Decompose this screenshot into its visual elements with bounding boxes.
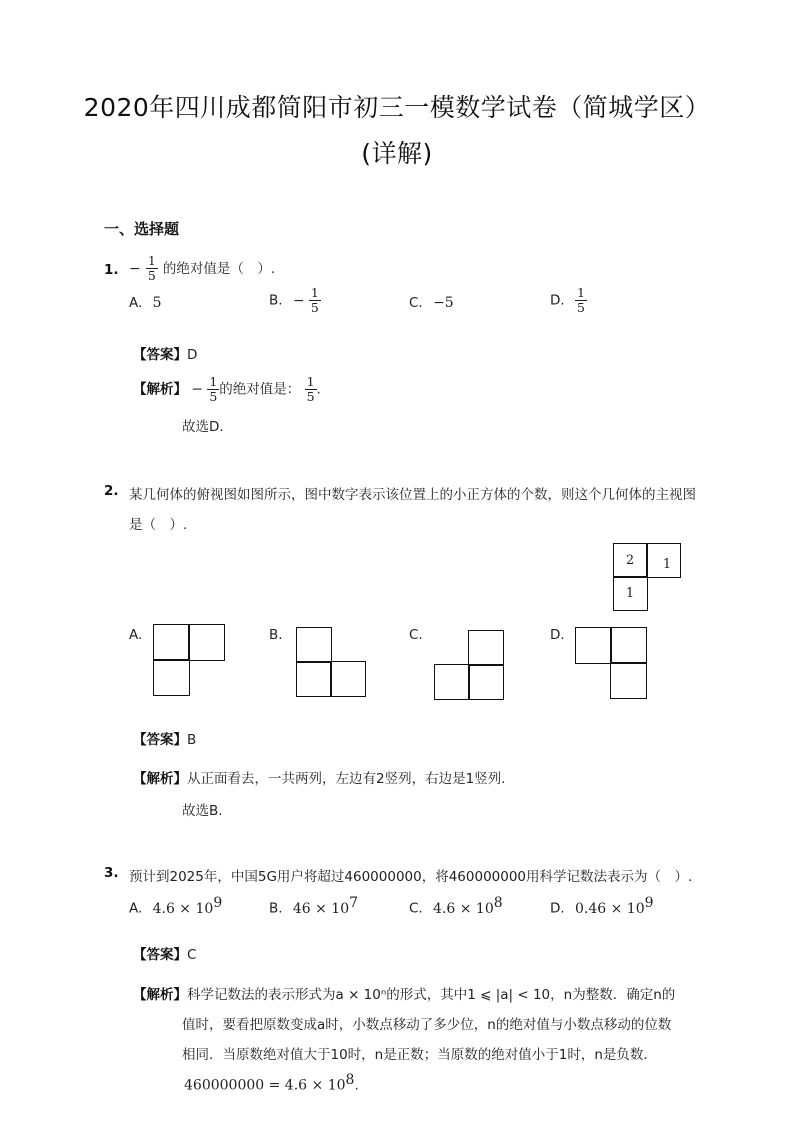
q2-analysis-text: 从正面看去，一共两列，左边有2竖列，右边是1竖列.	[187, 771, 506, 787]
figure-cell	[610, 627, 647, 664]
q1-option-b	[269, 286, 321, 315]
q3-option-d-letter: D.	[550, 900, 565, 917]
q1-analysis-text: 的绝对值是：	[219, 381, 301, 398]
figure-cell	[610, 662, 647, 699]
q1-analysis-fraction	[207, 375, 219, 404]
q3-analysis-line4-expr: 460000000 = 4.6 × 10	[184, 1077, 346, 1094]
q1-answer-label: 【答案】	[133, 347, 187, 363]
figure-cell	[468, 664, 504, 700]
q2-option-d-label: D.	[550, 627, 565, 643]
figure-cell	[468, 630, 504, 666]
q1-answer-value: D	[187, 347, 198, 363]
q2-analysis	[133, 767, 505, 787]
q3-option-d	[550, 895, 654, 917]
figure-cell	[153, 624, 190, 661]
q1-option-d	[550, 286, 587, 315]
q1-option-c	[409, 295, 454, 311]
q1-analysis-end: .	[316, 381, 321, 398]
q1-analysis-result-den: 5	[306, 389, 315, 404]
q3-option-b-letter: B.	[269, 900, 283, 917]
q2-stem-line1: 某几何体的俯视图如图所示，图中数字表示该位置上的小正方体的个数，则这个几何体的主视图	[129, 487, 696, 503]
q3-analysis	[133, 983, 675, 1003]
q3-option-b	[269, 895, 358, 917]
q3-stem: 预计到2025年，中国5G用户将超过460000000，将460000000用科学记数法表示为（ ）.	[129, 869, 693, 885]
q3-option-b-exp: 7	[349, 895, 359, 911]
q3-analysis-label: 【解析】	[133, 987, 187, 1003]
figure-cell	[330, 661, 366, 697]
q1-stem-text: 的绝对值是（ ）.	[162, 261, 276, 277]
q1-answer	[133, 343, 197, 363]
q3-option-a-exp: 9	[213, 895, 223, 911]
figure-cell	[434, 664, 470, 700]
q1-neg-sign: −	[129, 261, 141, 277]
q3-option-d-exp: 9	[644, 895, 654, 911]
q3-option-b-base: 46 × 10	[292, 900, 350, 917]
q1-option-b-den: 5	[310, 300, 319, 315]
q3-analysis-line4-end: .	[354, 1077, 359, 1094]
q1-fraction	[146, 254, 158, 283]
q3-analysis-line4-exp: 8	[345, 1072, 355, 1088]
q1-option-a-value: 5	[152, 295, 162, 311]
q1-frac-den: 5	[147, 268, 156, 283]
q1-option-d-den: 5	[576, 300, 585, 315]
q1-option-b-letter: B.	[269, 292, 283, 309]
q3-option-c	[409, 895, 503, 917]
page-title: 2020年四川成都简阳市初三一模数学试卷（简城学区）	[83, 93, 711, 122]
q1-option-d-fraction	[575, 286, 587, 315]
q1-option-a-letter: A.	[129, 295, 143, 311]
q2-answer	[133, 728, 196, 748]
q2-conclusion: 故选B.	[182, 803, 223, 819]
figure-cell	[188, 624, 225, 661]
q1-option-b-num: 1	[310, 285, 319, 300]
q1-option-c-letter: C.	[409, 295, 423, 311]
q3-analysis-line1: 科学记数法的表示形式为a × 10ⁿ的形式，其中1 ⩽ |a| < 10，n为整数．确定n的	[187, 987, 676, 1003]
q1-option-c-value: −5	[433, 295, 454, 311]
q3-option-d-base: 0.46 × 10	[574, 900, 645, 917]
q3-option-a-letter: A.	[129, 900, 143, 917]
q3-analysis-line2: 值时，要看把原数变成a时，小数点移动了多少位，n的绝对值与小数点移动的位数	[182, 1017, 672, 1033]
q2-option-c-label: C.	[409, 627, 423, 643]
q1-analysis-num: 1	[209, 374, 218, 389]
q3-option-a	[129, 895, 222, 917]
top-view-number: 2	[625, 552, 635, 568]
q3-option-c-base: 4.6 × 10	[433, 900, 494, 917]
figure-cell	[153, 659, 190, 696]
figure-cell	[296, 627, 332, 663]
q1-option-d-letter: D.	[550, 292, 565, 309]
q1-option-b-neg: −	[292, 292, 305, 309]
section-heading: 一、选择题	[104, 220, 180, 238]
q2-option-a-label: A.	[129, 627, 143, 643]
figure-cell	[296, 661, 332, 697]
q3-analysis-line4	[184, 1072, 359, 1094]
q2-stem-line2: 是（ ）.	[129, 517, 188, 533]
q3-option-a-base: 4.6 × 10	[152, 900, 214, 917]
top-view-number: 1	[625, 585, 635, 601]
page-subtitle: (详解)	[361, 139, 433, 168]
q1-number: 1.	[104, 262, 119, 278]
q3-option-c-exp: 8	[493, 895, 503, 911]
q3-answer-label: 【答案】	[133, 947, 187, 963]
q1-analysis-neg: −	[191, 381, 204, 398]
q2-number: 2.	[104, 483, 119, 499]
top-view-number: 1	[662, 556, 672, 572]
q2-option-b-label: B.	[269, 627, 283, 643]
q3-answer-value: C	[187, 947, 197, 963]
q3-answer	[133, 943, 196, 963]
q2-analysis-label: 【解析】	[133, 771, 187, 787]
q1-analysis-result-fraction	[305, 375, 317, 404]
q1-analysis-result-num: 1	[306, 374, 315, 389]
q1-stem	[129, 254, 275, 283]
q1-option-a	[129, 295, 162, 311]
q1-frac-num: 1	[147, 253, 156, 268]
q2-answer-value: B	[187, 732, 197, 748]
q3-analysis-line3: 相同．当原数绝对值大于10时，n是正数；当原数的绝对值小于1时，n是负数．	[182, 1047, 657, 1063]
q1-analysis-den: 5	[209, 389, 218, 404]
q1-option-b-fraction	[309, 286, 321, 315]
q1-option-d-num: 1	[576, 285, 585, 300]
q1-conclusion: 故选D.	[182, 419, 224, 435]
q1-analysis-label: 【解析】	[133, 381, 187, 398]
q3-number: 3.	[104, 865, 119, 881]
q3-option-c-letter: C.	[409, 900, 423, 917]
q1-analysis	[133, 375, 321, 404]
q2-answer-label: 【答案】	[133, 732, 187, 748]
figure-cell	[575, 627, 612, 664]
